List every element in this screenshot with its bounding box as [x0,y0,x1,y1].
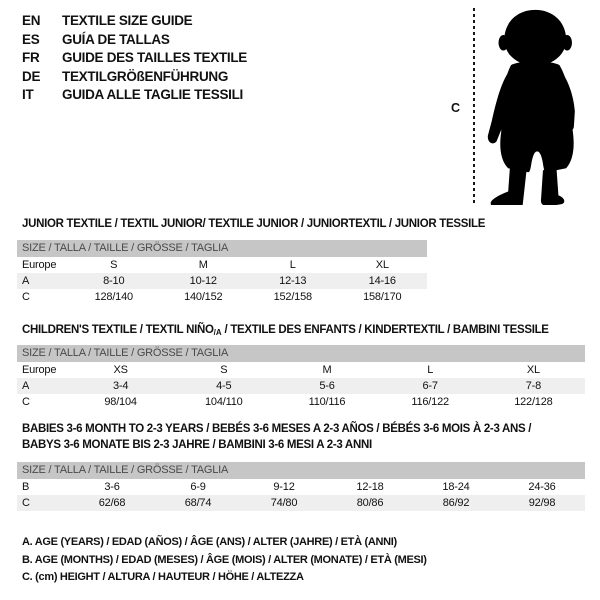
table-cell: 8-10 [103,275,125,287]
babies-title-line2: BABYS 3-6 MONATE BIS 2-3 JAHRE / BAMBINI 3-6 MESI A 2-3 ANNI [22,438,372,451]
table-cell: XL [526,364,540,376]
table-row [17,495,585,511]
size-bar-label: SIZE / TALLA / TAILLE / GRÖSSE / TAGLIA [17,462,585,479]
table-cell: 98/104 [104,396,137,408]
footnote-c: C. (cm) HEIGHT / ALTURA / HAUTEUR / HÖHE / ALTEZZA [22,571,304,583]
table-cell: 110/116 [308,396,346,408]
junior-size-table [17,240,427,305]
row-label-cell: Europe [22,364,57,376]
table-cell: 158/170 [363,291,402,303]
table-cell: 3-4 [112,380,129,392]
lang-code: IT [22,87,34,102]
children-title-subscript: /A [213,328,222,337]
table-row [17,479,585,495]
footnote-b: B. AGE (MONTHS) / EDAD (MESES) / ÂGE (MOIS) / ALTER (MONATE) / ETÀ (MESI) [22,553,427,566]
table-cell: 18-24 [442,481,470,493]
children-title-post: / TEXTILE DES ENFANTS / KINDERTEXTIL / BAMBINI TESSILE [221,324,549,336]
table-cell: 140/152 [184,291,223,303]
table-cell: 7-8 [525,380,542,392]
babies-title-line1: BABIES 3-6 MONTH TO 2-3 YEARS / BEBÉS 3-6 MESES A 2-3 AÑOS / BÉBÉS 3-6 MOIS À 2-3 ANS / [22,423,532,435]
table-cell: M [322,364,332,376]
table-cell: 152/158 [273,291,312,303]
junior-section-title: JUNIOR TEXTILE / TEXTIL JUNIOR/ TEXTILE JUNIOR / JUNIORTEXTIL / JUNIOR TESSILE [22,218,486,230]
table-cell: 122/128 [514,396,553,408]
lang-item-es [22,31,247,50]
table-cell: 3-6 [104,481,120,493]
footnotes [22,534,427,587]
table-cell: 6-9 [190,481,206,493]
table-cell: XL [375,259,389,271]
table-cell: XS [113,364,128,376]
lang-title: GUIDA ALLE TAGLIE TESSILI [62,87,243,102]
lang-item-it [22,86,247,105]
table-cell: 12-13 [279,275,307,287]
table-row [17,257,427,273]
table-row [17,362,585,378]
table-row [17,378,585,394]
children-size-table [17,345,585,410]
row-label-cell: A [22,275,30,287]
table-cell: 92/98 [528,497,556,509]
table-cell: 5-6 [319,380,335,392]
lang-code: FR [22,50,40,65]
lang-title: GUIDE DES TAILLES TEXTILE [62,50,248,65]
table-cell: 6-7 [422,380,438,392]
language-list [22,12,247,105]
footnote-a: A. AGE (YEARS) / EDAD (AÑOS) / ÂGE (ANS) / ALTER (JAHRE) / ETÀ (ANNI) [22,536,397,548]
table-cell: 4-5 [216,380,232,392]
table-row [17,394,585,410]
lang-item-fr [22,49,247,68]
lang-title: TEXTILGRÖßENFÜHRUNG [62,68,229,84]
lang-code: DE [22,68,41,84]
table-row [17,289,427,305]
table-cell: S [110,259,118,271]
table-cell: L [289,259,296,271]
babies-section-title [22,422,531,453]
lang-title: TEXTILE SIZE GUIDE [62,13,193,28]
measure-label-c: C [451,101,461,115]
lang-item-en [22,12,247,31]
table-row [17,273,427,289]
table-cell: 74/80 [270,497,298,509]
row-label-cell: C [22,396,30,408]
table-cell: M [198,259,208,271]
table-cell: 24-36 [528,481,556,493]
babies-size-table [17,462,585,511]
lang-code: ES [22,31,40,47]
table-cell: L [427,364,434,376]
row-label-cell: A [22,380,30,392]
table-cell: 9-12 [273,481,295,493]
table-cell: 86/92 [442,497,470,509]
children-section-title [22,324,549,337]
lang-title: GUÍA DE TALLAS [62,31,170,47]
row-label-cell: C [22,291,30,303]
table-cell: S [220,364,228,376]
toddler-silhouette [484,7,600,205]
row-label-cell: Europe [22,259,57,271]
table-cell: 80/86 [356,497,384,509]
size-bar-label: SIZE / TALLA / TAILLE / GRÖSSE / TAGLIA [17,345,585,362]
table-cell: 104/110 [205,396,243,408]
size-bar-label: SIZE / TALLA / TAILLE / GRÖSSE / TAGLIA [17,240,427,257]
lang-item-de [22,68,247,87]
table-cell: 68/74 [184,497,212,509]
row-label-cell: B [22,481,30,493]
table-cell: 14-16 [368,275,396,287]
height-measure-dashed-line [473,8,475,205]
lang-code: EN [22,13,41,28]
children-title-pre: CHILDREN'S TEXTILE / TEXTIL NIÑO [22,324,214,336]
table-cell: 116/122 [411,396,449,408]
table-cell: 12-18 [356,481,384,493]
row-label-cell: C [22,497,30,509]
table-cell: 10-12 [189,275,217,287]
table-cell: 62/68 [98,497,126,509]
table-cell: 128/140 [94,291,133,303]
